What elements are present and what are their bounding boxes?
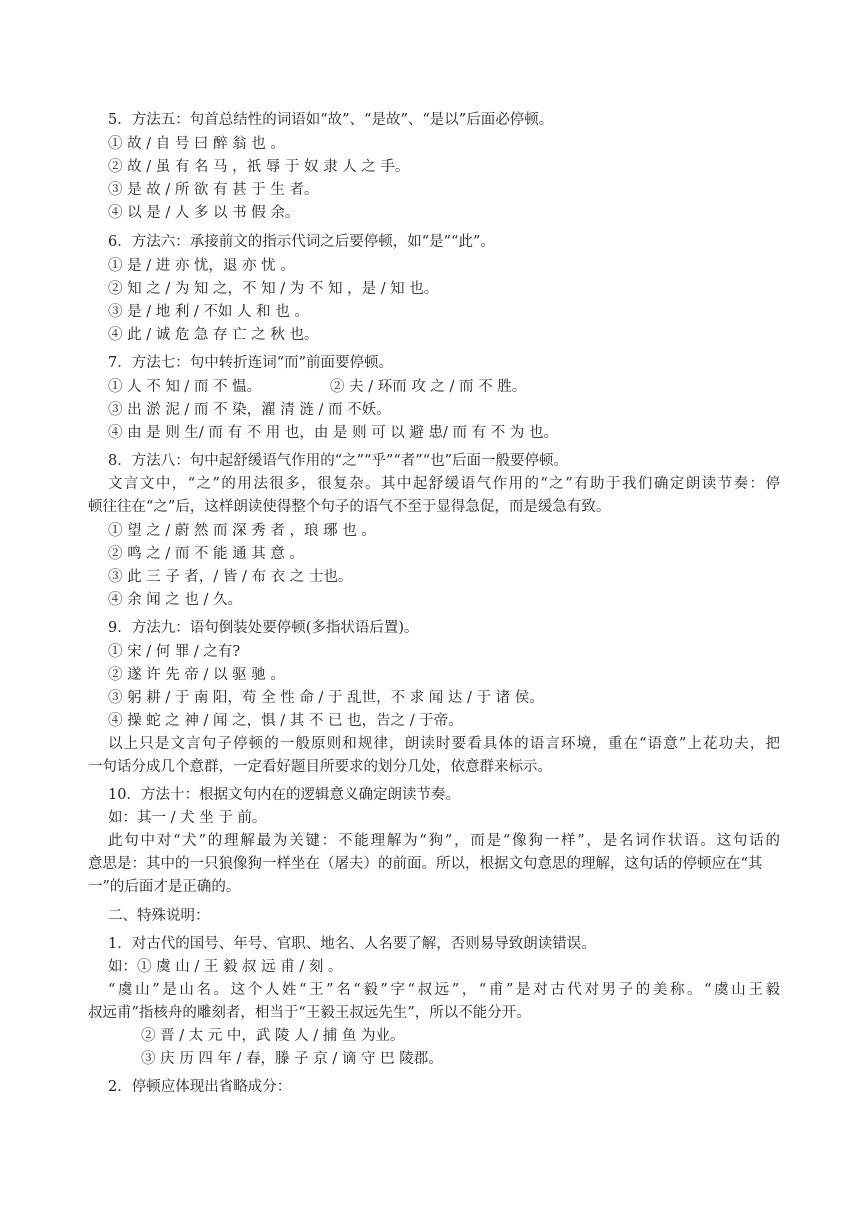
special-example-3: ③ 庆 历 四 年 / 春，滕 子 京 / 谪 守 巴 陵郡。 bbox=[141, 1051, 443, 1067]
special-example-2: ② 晋 / 太 元 中，武 陵 人 / 捕 鱼 为业。 bbox=[141, 1028, 405, 1044]
method8-example-4: ④ 余 闻 之 也 / 久。 bbox=[108, 592, 243, 608]
method7-example-2: ② 夫 / 环而 攻 之 / 而 不 胜。 bbox=[330, 379, 527, 395]
method8-example-3: ③ 此 三 子 者，/ 皆 / 布 衣 之 士也。 bbox=[108, 569, 353, 585]
method8-paragraph-line-2: 顿往往在“之”后，这样朗读使得整个句子的语气不至于显得急促，而是缓急有致。 bbox=[88, 499, 611, 515]
method6-example-4: ④ 此 / 诚 危 急 存 亡 之 秋 也。 bbox=[108, 327, 319, 343]
method7-example-4: ④ 由 是 则 生/ 而 有 不 用 也，由 是 则 可 以 避 患/ 而 有 不 为 也。 bbox=[108, 425, 558, 441]
special-paragraph-line-1: “虞山”是山名。这个人姓“王”名“毅”字“叔远”，“甫”是对古代对男子的美称。“虞山王毅 bbox=[108, 982, 780, 998]
method8-heading: 8．方法八：句中起舒缓语气作用的“之”“乎”“者”“也”后面一般要停顿。 bbox=[108, 453, 569, 469]
method7-example-3: ③ 出 淤 泥 / 而 不 染，濯 清 涟 / 而 不妖。 bbox=[108, 402, 391, 418]
method8-paragraph-line-1: 文言文中，“之”的用法很多，很复杂。其中起舒缓语气作用的“之”有助于我们确定朗读节奏：停 bbox=[108, 476, 780, 492]
method5-heading: 5．方法五：句首总结性的词语如“故”、“是故”、“是以”后面必停顿。 bbox=[108, 112, 554, 128]
method9-example-2: ② 遂 许 先 帝 / 以 驱 驰 。 bbox=[108, 667, 285, 683]
method10-example: 如：其一 / 犬 坐 于 前。 bbox=[108, 810, 267, 826]
method5-example-4: ④ 以 是 / 人 多 以 书 假 余。 bbox=[108, 205, 300, 221]
method5-example-2: ② 故 / 虽 有 名 马 ，祇 辱 于 奴 隶 人 之 手。 bbox=[108, 159, 410, 175]
method6-example-3: ③ 是 / 地 利 / 不如 人 和 也 。 bbox=[108, 304, 309, 320]
method6-example-2: ② 知 之 / 为 知 之，不 知 / 为 不 知 ，是 / 知 也。 bbox=[108, 281, 439, 297]
method10-paragraph-line-2: 意思是：其中的一只狼像狗一样坐在（屠夫）的前面。所以，根据文句意思的理解，这句话的停顿应在“其 bbox=[88, 856, 763, 872]
method9-summary-line-1: 以上只是文言句子停顿的一般原则和规律，朗读时要看具体的语言环境，重在“语意”上花功夫，把 bbox=[108, 736, 780, 752]
method10-heading: 10．方法十：根据文句内在的逻辑意义确定朗读节奏。 bbox=[108, 787, 460, 803]
method8-example-1: ① 望 之 / 蔚 然 而 深 秀 者 ，琅 琊 也 。 bbox=[108, 523, 376, 539]
special-paragraph-line-2: 叔远甫”指核舟的雕刻者，相当于“王毅王叔远先生”，所以不能分开。 bbox=[88, 1005, 531, 1021]
special-example-1: 如：① 虞 山 / 王 毅 叔 远 甫 / 刻 。 bbox=[108, 959, 343, 975]
method10-paragraph-line-1: 此句中对“犬”的理解最为关键：不能理解为“狗”，而是“像狗一样”，是名词作状语。这句话的 bbox=[108, 833, 780, 849]
method7-heading: 7．方法七：句中转折连词“而”前面要停顿。 bbox=[108, 355, 394, 371]
method9-example-4: ④ 操 蛇 之 神 / 闻 之，惧 / 其 不 已 也，告之 / 于帝。 bbox=[108, 713, 463, 729]
special-notes-heading: 二、特殊说明： bbox=[108, 908, 210, 924]
method5-example-3: ③ 是 故 / 所 欲 有 甚 于 生 者。 bbox=[108, 182, 319, 198]
method9-example-3: ③ 躬 耕 / 于 南 阳，苟 全 性 命 / 于 乱世，不 求 闻 达 / 于 诸 侯。 bbox=[108, 690, 544, 706]
method6-example-1: ① 是 / 进 亦 忧，退 亦 忧 。 bbox=[108, 258, 295, 274]
method9-summary-line-2: 一句话分成几个意群，一定看好题目所要求的划分几处，依意群来标示。 bbox=[88, 759, 552, 775]
method9-heading: 9．方法九：语句倒装处要停顿(多指状语后置)。 bbox=[108, 620, 419, 636]
special-item-2: 2．停顿应体现出省略成分： bbox=[108, 1079, 292, 1095]
method7-example-1: ① 人 不 知 / 而 不 愠。 bbox=[108, 379, 262, 395]
special-item-1: 1．对古代的国号、年号、官职、地名、人名要了解，否则易导致朗读错误。 bbox=[108, 936, 596, 952]
method6-heading: 6．方法六：承接前文的指示代词之后要停顿，如“是”“此”。 bbox=[108, 234, 495, 250]
method10-paragraph-line-3: 一”的后面才是正确的。 bbox=[88, 879, 241, 895]
method5-example-1: ① 故 / 自 号 曰 醉 翁 也 。 bbox=[108, 136, 285, 152]
method8-example-2: ② 鸣 之 / 而 不 能 通 其 意 。 bbox=[108, 546, 304, 562]
method9-example-1: ① 宋 / 何 罪 / 之有? bbox=[108, 644, 241, 660]
